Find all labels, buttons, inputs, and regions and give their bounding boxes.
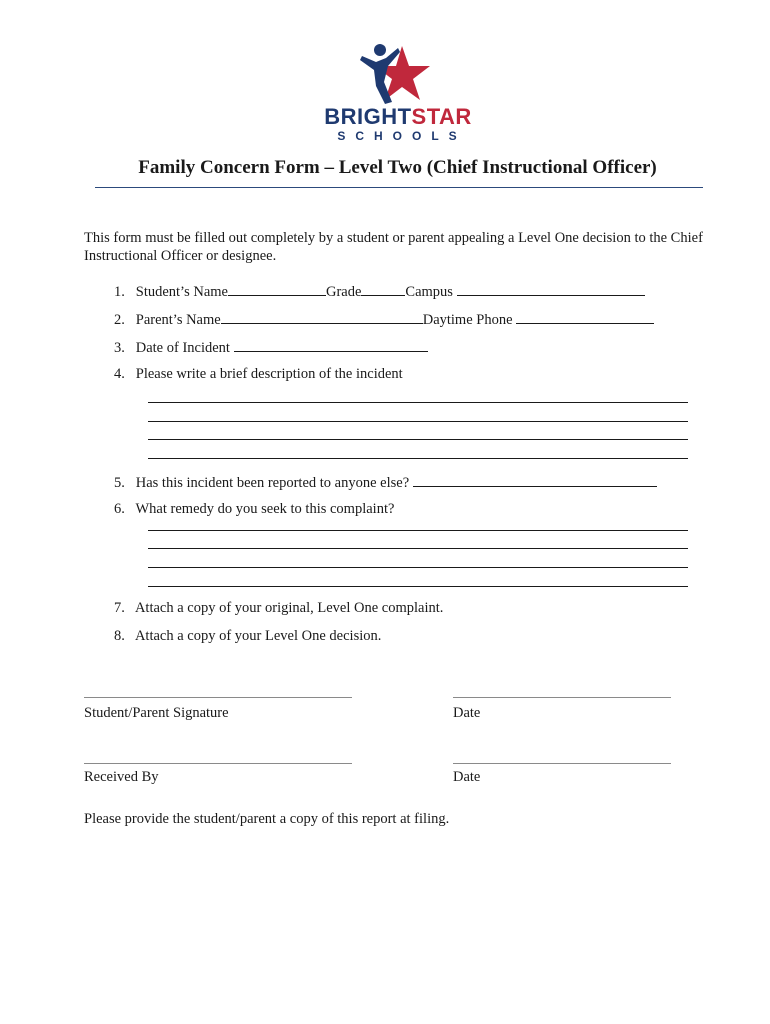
date-label-1: Date (453, 705, 481, 721)
parent-name-label: Parent’s Name (135, 312, 221, 328)
student-parent-signature-line[interactable] (84, 697, 352, 698)
item-6: 6. What remedy do you seek to this complaint? (114, 501, 395, 517)
item-2: 2. Parent’s Name Daytime Phone (114, 309, 654, 329)
daytime-phone-field[interactable] (516, 309, 654, 324)
date-of-incident-field[interactable] (234, 337, 428, 352)
reported-to-others-label: Has this incident been reported to anyone else? (135, 475, 410, 491)
incident-description-label: Please write a brief description of the incident (135, 366, 403, 382)
item-5: 5. Has this incident been reported to anyone else? (114, 472, 657, 492)
student-parent-signature-label: Student/Parent Signature (84, 705, 229, 721)
grade-label: Grade (325, 284, 362, 300)
received-by-label: Received By (84, 769, 159, 785)
intro-paragraph: This form must be filled out completely by a student or parent appealing a Level One decision to the Chief Instructional Officer or designee. (84, 230, 703, 264)
footer-note: Please provide the student/parent a copy of this report at filing. (84, 811, 450, 827)
logo-wordmark: BRIGHTSTAR (324, 104, 472, 129)
item-7: 7. Attach a copy of your original, Level One complaint. (114, 600, 444, 616)
item-8: 8. Attach a copy of your Level One decision. (114, 628, 382, 644)
received-by-line[interactable] (84, 763, 352, 764)
attach-decision-label: Attach a copy of your Level One decision. (134, 628, 382, 644)
title-divider (95, 187, 703, 188)
grade-field[interactable] (361, 281, 405, 296)
date-label-2: Date (453, 769, 481, 785)
incident-description-line-2[interactable] (148, 421, 688, 422)
logo-subtitle: SCHOOLS (337, 129, 467, 143)
date-line-1[interactable] (453, 697, 671, 698)
remedy-label: What remedy do you seek to this complaint? (135, 501, 395, 517)
date-of-incident-label: Date of Incident (135, 340, 230, 356)
star-figure-icon (358, 42, 434, 106)
daytime-phone-label: Daytime Phone (422, 312, 513, 328)
incident-description-line-1[interactable] (148, 402, 688, 403)
student-name-label: Student’s Name (135, 284, 228, 300)
incident-description-line-3[interactable] (148, 439, 688, 440)
date-line-2[interactable] (453, 763, 671, 764)
item-1: 1. Student’s Name Grade Campus (114, 281, 645, 301)
page-title: Family Concern Form – Level Two (Chief Instructional Officer) (138, 157, 657, 178)
remedy-line-4[interactable] (148, 586, 688, 587)
remedy-line-2[interactable] (148, 548, 688, 549)
remedy-line-3[interactable] (148, 567, 688, 568)
student-name-field[interactable] (228, 281, 326, 296)
incident-description-line-4[interactable] (148, 458, 688, 459)
parent-name-field[interactable] (221, 309, 423, 324)
item-3: 3. Date of Incident (114, 337, 428, 357)
reported-to-others-field[interactable] (413, 472, 657, 487)
brightstar-logo (318, 42, 478, 146)
remedy-line-1[interactable] (148, 530, 688, 531)
campus-label: Campus (405, 284, 453, 300)
campus-field[interactable] (457, 281, 645, 296)
item-4: 4. Please write a brief description of the incident (114, 366, 403, 382)
attach-original-label: Attach a copy of your original, Level One complaint. (134, 600, 444, 616)
